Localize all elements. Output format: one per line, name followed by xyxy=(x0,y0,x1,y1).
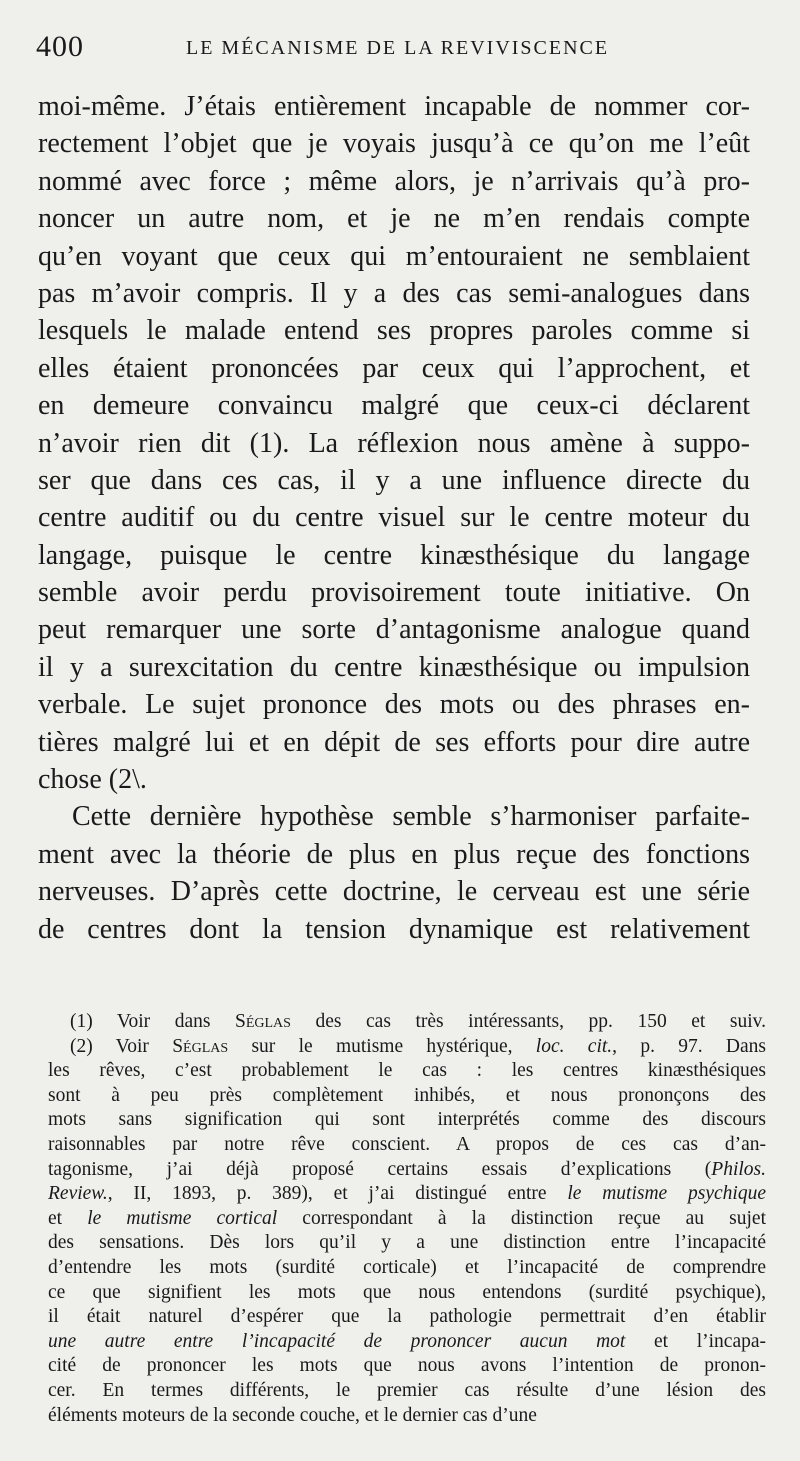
text-line: moi-même. J’étais entièrement incapable de nommer cor- xyxy=(38,91,750,122)
footnote-2-line: cité de prononcer les mots que nous avons l’intention de pronon- xyxy=(48,1355,766,1377)
text-line: verbale. Le sujet prononce des mots ou des phrases en- xyxy=(38,689,750,721)
footnote-2-line: ce que signifient les mots que nous entendons (surdité psychique), xyxy=(48,1281,766,1303)
text-line: chose (2\. xyxy=(38,764,147,796)
footnotes xyxy=(48,1010,766,1428)
text-line: il y a surexcitation du centre kinæsthésique ou impulsion xyxy=(38,651,750,683)
text-line: nerveuses. D’après cette doctrine, le cerveau est une série xyxy=(38,876,750,908)
text-line: qu’en voyant que ceux qui m’entouraient ne semblaient xyxy=(38,240,750,272)
footnote-2-line: cer. En termes différents, le premier cas résulte d’une lésion des xyxy=(48,1379,766,1401)
footnote-2-line: Review., II, 1893, p. 389), et j’ai distingué entre le mutisme psychique xyxy=(48,1183,766,1205)
text-line: langage, puisque le centre kinæsthésique du langage xyxy=(38,539,750,571)
text-line: tières malgré lui et en dépit de ses efforts pour dire autre xyxy=(38,726,750,758)
text-line: ment avec la théorie de plus en plus reçue des fonctions xyxy=(38,838,750,870)
text-line: de centres dont la tension dynamique est relativement xyxy=(38,913,750,945)
journal-title: Review. xyxy=(48,1183,108,1205)
footnote-2-line: et le mutisme cortical correspondant à la distinction reçue au sujet xyxy=(48,1207,766,1229)
footnote-2-line: (2) Voir Séglas sur le mutisme hystérique, loc. cit., p. 97. Dans xyxy=(70,1035,766,1057)
text-line: lesquels le malade entend ses propres paroles comme si xyxy=(38,315,750,347)
text-line: elles étaient prononcées par ceux qui l’approchent, et xyxy=(38,352,750,384)
text-line: peut remarquer une sorte d’antagonisme analogue quand xyxy=(38,614,750,646)
author-name: Séglas xyxy=(172,1035,229,1057)
footnote-2-line: tagonisme, j’ai déjà proposé certains essais d’explications (Philos. xyxy=(48,1158,766,1180)
running-head: LE MÉCANISME DE LA REVIVISCENCE xyxy=(186,37,610,59)
footnote-2-line: il était naturel d’espérer que la pathologie permettrait d’en établir xyxy=(48,1306,766,1328)
citation: loc. cit. xyxy=(535,1035,613,1057)
footnote-2-line: les rêves, c’est probablement le cas : les centres kinæsthésiques xyxy=(48,1060,766,1082)
page-header xyxy=(36,30,766,70)
footnote-2-line: une autre entre l’incapacité de prononcer aucun mot et l’incapa- xyxy=(48,1330,766,1352)
text-line: semble avoir perdu provisoirement toute initiative. On xyxy=(38,577,750,609)
footnote-2-line: sont à peu près complètement inhibés, et nous prononçons des xyxy=(48,1084,766,1106)
text-line: noncer un autre nom, et je ne m’en rendais compte xyxy=(38,203,750,235)
text-line: en demeure convaincu malgré que ceux-ci déclarent xyxy=(38,390,750,422)
footnote-1: (1) Voir dans Séglas des cas très intéressants, pp. 150 et suiv. xyxy=(70,1011,766,1032)
journal-title: Philos. xyxy=(711,1158,766,1180)
page-number: 400 xyxy=(36,30,84,63)
text-line: Cette dernière hypothèse semble s’harmoniser parfaite- xyxy=(72,801,750,833)
footnote-2-line: des sensations. Dès lors qu’il y a une distinction entre l’incapacité xyxy=(48,1232,766,1254)
term: le mutisme psychique xyxy=(567,1183,766,1205)
author-name: Séglas xyxy=(234,1011,291,1032)
footnote-2-line: d’entendre les mots (surdité corticale) et l’incapacité de comprendre xyxy=(48,1256,766,1278)
footnote-2-line: éléments moteurs de la seconde couche, et le dernier cas d’une xyxy=(48,1404,537,1426)
footnote-2-line: mots sans signification qui sont interprétés comme des discours xyxy=(48,1109,766,1131)
footnote-2-line: raisonnables par notre rêve conscient. A propos de ces cas d’an- xyxy=(48,1133,766,1155)
text-line: nommé avec force ; même alors, je n’arrivais qu’à pro- xyxy=(38,165,750,197)
text-line: ser que dans ces cas, il y a une influence directe du xyxy=(38,464,750,496)
text-line: rectement l’objet que je voyais jusqu’à ce qu’on me l’eût xyxy=(38,128,750,160)
text-line: centre auditif ou du centre visuel sur le centre moteur du xyxy=(38,502,750,534)
main-text xyxy=(38,88,750,948)
text-line: pas m’avoir compris. Il y a des cas semi-analogues dans xyxy=(38,277,750,309)
text-line: n’avoir rien dit (1). La réflexion nous amène à suppo- xyxy=(38,427,750,459)
term: une autre entre l’incapacité de prononcer aucun mot xyxy=(48,1330,626,1352)
term: le mutisme cortical xyxy=(87,1207,278,1229)
